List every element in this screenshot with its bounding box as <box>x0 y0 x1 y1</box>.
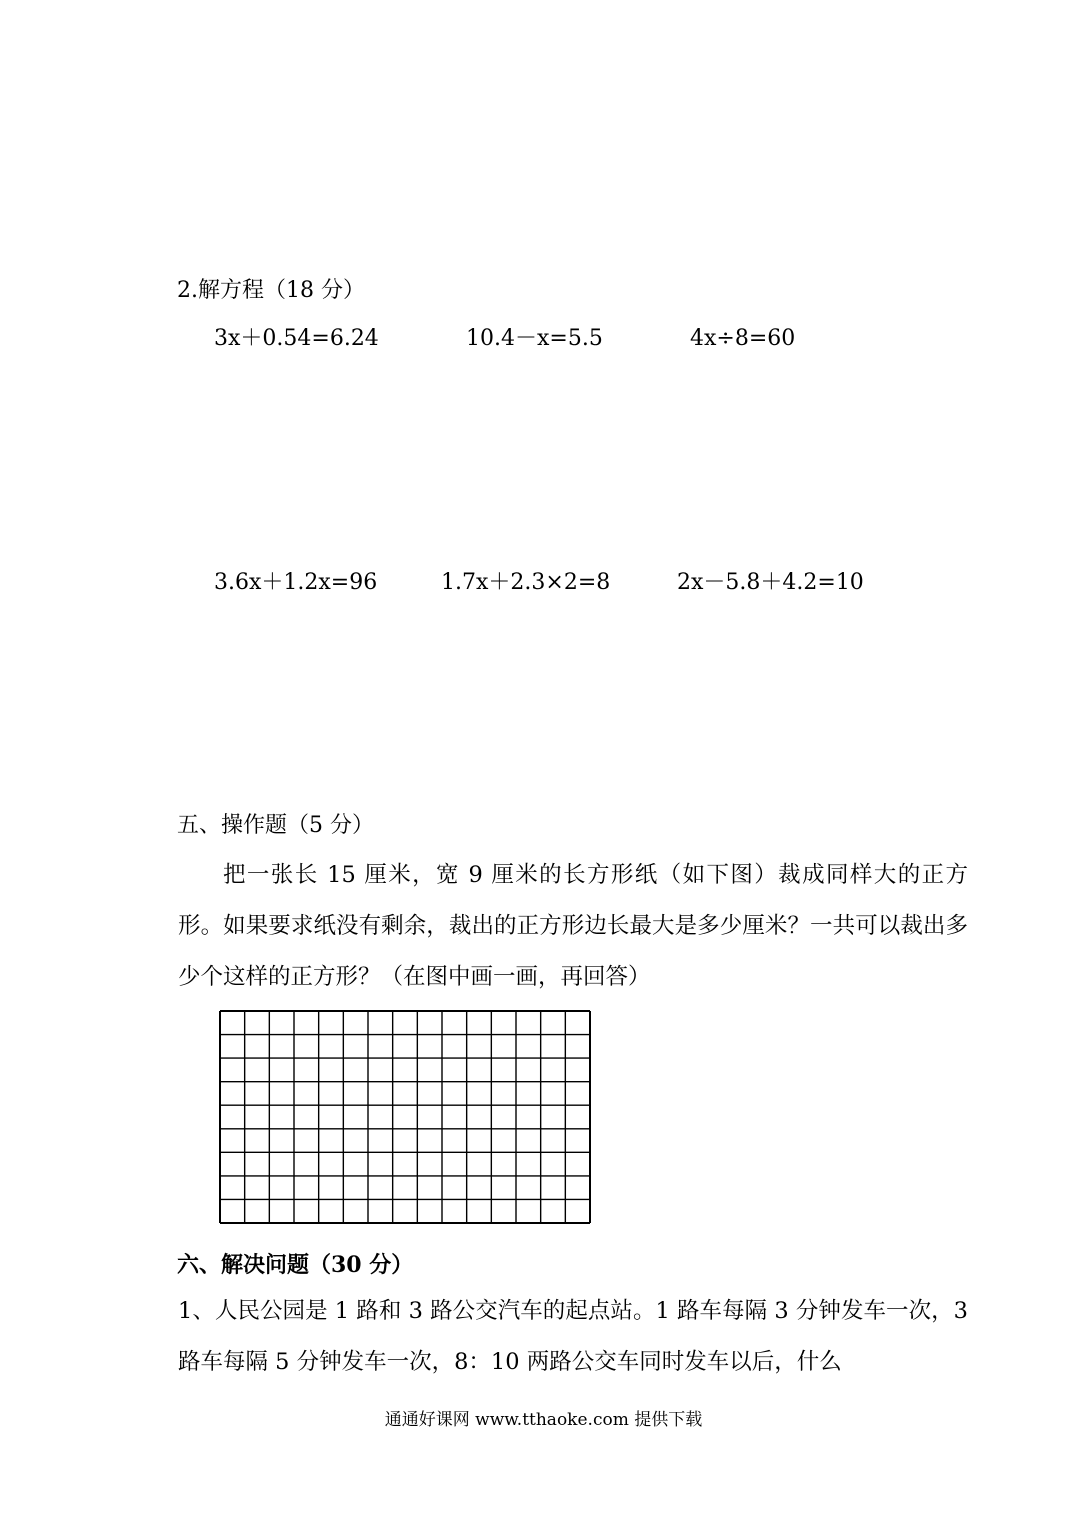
square-grid <box>218 1009 592 1229</box>
page-footer: 通通好课网 www.tthaoke.com 提供下载 <box>384 1410 703 1430</box>
equation-4: 3.6x＋1.2x=96 <box>214 570 378 595</box>
equation-1: 3x＋0.54=6.24 <box>214 326 379 351</box>
section2-title: 2.解方程（18 分） <box>177 278 365 303</box>
grid-svg <box>218 1009 592 1225</box>
equation-2: 10.4－x=5.5 <box>466 326 603 351</box>
equation-6: 2x－5.8＋4.2=10 <box>677 570 864 595</box>
section5-problem-text: 把一张长 15 厘米，宽 9 厘米的长方形纸（如下图）裁成同样大的正方形。如果要求纸没有剩余，裁出的正方形边长最大是多少厘米？一共可以裁出多少个这样的正方形？（在图中画一画，再回答） <box>178 862 968 990</box>
section5-title: 五、操作题（5 分） <box>177 813 374 838</box>
equation-3: 4x÷8=60 <box>690 326 796 351</box>
section6-title: 六、解决问题（30 分） <box>177 1252 414 1278</box>
section6-question-1: 1、人民公园是 1 路和 3 路公交汽车的起点站。1 路车每隔 3 分钟发车一次，3 路车每隔 5 分钟发车一次，8：10 两路公交车同时发车以后，什么 <box>178 1298 968 1375</box>
equation-5: 1.7x＋2.3×2=8 <box>441 570 611 595</box>
